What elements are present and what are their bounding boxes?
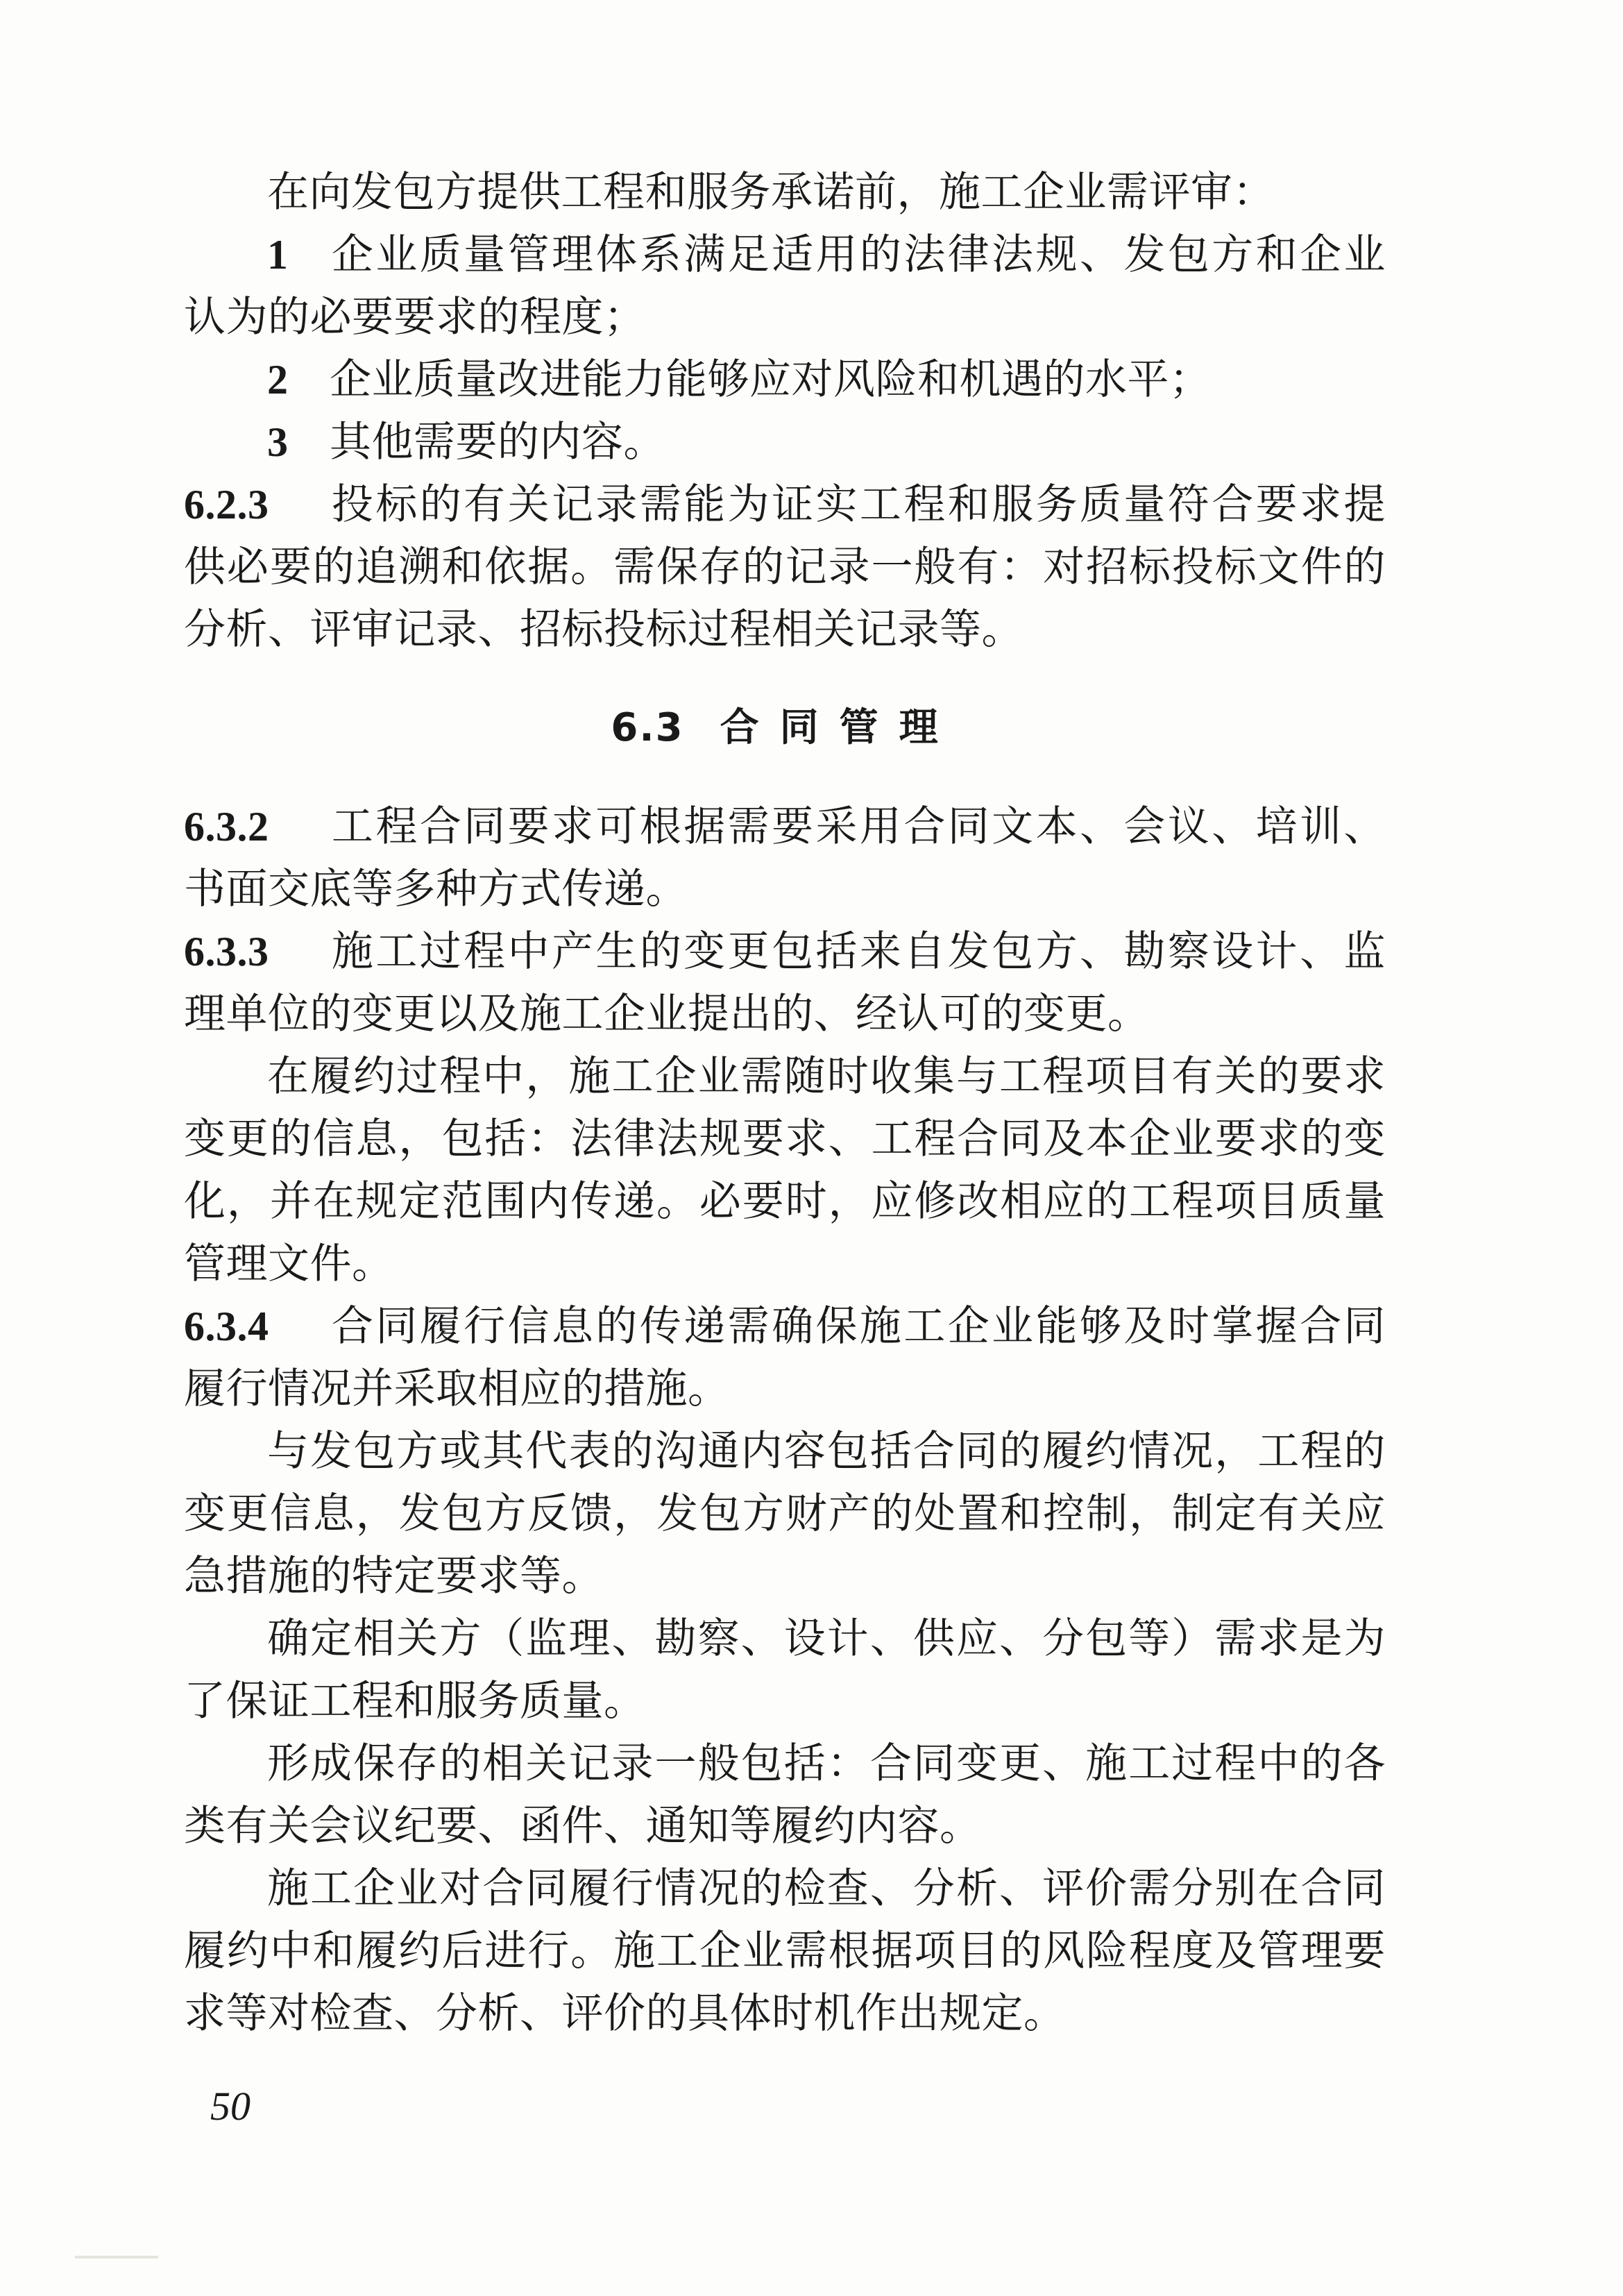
paragraph-line: 了保证工程和服务质量。 — [184, 1677, 646, 1725]
clause-6-3-4 — [184, 1295, 1386, 1358]
list-item-2 — [184, 348, 1386, 411]
clause-number: 6.3.2 — [184, 804, 269, 850]
paragraph-line: 化，并在规定范围内传递。必要时，应修改相应的工程项目质量 — [184, 1177, 1386, 1226]
paragraph-line: 变更的信息，包括：法律法规要求、工程合同及本企业要求的变 — [184, 1115, 1386, 1163]
paragraph-line: 确定相关方（监理、勘察、设计、供应、分包等）需求是为 — [267, 1614, 1386, 1663]
page-body — [184, 161, 1386, 2045]
clause-number: 6.3.3 — [184, 929, 269, 974]
list-text: 企业质量管理体系满足适用的法律法规、发包方和企业 — [330, 230, 1386, 279]
list-number: 1 — [267, 232, 289, 278]
clause-6-3-3-cont: 理单位的变更以及施工企业提出的、经认可的变更。 — [184, 990, 1150, 1038]
clause-6-3-3 — [184, 920, 1386, 983]
clause-number: 6.2.3 — [184, 482, 269, 527]
clause-6-3-4-cont: 履行情况并采取相应的措施。 — [184, 1365, 730, 1413]
page-number: 50 — [210, 2084, 250, 2129]
list-text: 企业质量改进能力能够应对风险和机遇的水平； — [330, 355, 1212, 404]
paragraph-line: 履约中和履约后进行。施工企业需根据项目的风险程度及管理要 — [184, 1927, 1386, 1975]
clause-text: 投标的有关记录需能为证实工程和服务质量符合要求提 — [330, 480, 1386, 529]
clause-6-2-3-cont: 分析、评审记录、招标投标过程相关记录等。 — [184, 605, 1023, 654]
clause-6-2-3-cont: 供必要的追溯和依据。需保存的记录一般有：对招标投标文件的 — [184, 543, 1386, 591]
list-item-3 — [184, 411, 1386, 473]
paragraph-line: 形成保存的相关记录一般包括：合同变更、施工过程中的各 — [267, 1739, 1386, 1788]
paragraph-line: 变更信息，发包方反馈，发包方财产的处置和控制，制定有关应 — [184, 1489, 1386, 1538]
paragraph-line: 在履约过程中，施工企业需随时收集与工程项目有关的要求 — [267, 1052, 1386, 1101]
clause-text: 施工过程中产生的变更包括来自发包方、勘察设计、监 — [330, 927, 1386, 976]
paragraph-line: 施工企业对合同履行情况的检查、分析、评价需分别在合同 — [267, 1864, 1386, 1913]
list-number: 2 — [267, 357, 289, 403]
clause-6-3-2 — [184, 795, 1386, 858]
clause-text: 合同履行信息的传递需确保施工企业能够及时掌握合同 — [330, 1302, 1386, 1351]
paragraph-line: 类有关会议纪要、函件、通知等履约内容。 — [184, 1802, 982, 1850]
section-heading — [184, 697, 1386, 759]
list-number: 3 — [267, 419, 289, 465]
paragraph-line: 与发包方或其代表的沟通内容包括合同的履约情况，工程的 — [267, 1427, 1386, 1476]
clause-6-2-3 — [184, 473, 1386, 536]
list-item-1 — [184, 223, 1386, 286]
list-text: 其他需要的内容。 — [330, 418, 665, 466]
list-item-1-cont: 认为的必要要求的程度； — [184, 293, 646, 341]
scan-artifact — [75, 2256, 158, 2259]
paragraph-line: 求等对检查、分析、评价的具体时机作出规定。 — [184, 1989, 1066, 2038]
paragraph-line: 管理文件。 — [184, 1240, 394, 1288]
clause-number: 6.3.4 — [184, 1303, 269, 1349]
section-title: 合同管理 — [720, 705, 959, 750]
section-number: 6.3 — [611, 705, 684, 750]
clause-6-3-2-cont: 书面交底等多种方式传递。 — [184, 865, 688, 913]
paragraph-line: 急措施的特定要求等。 — [184, 1552, 604, 1601]
clause-text: 工程合同要求可根据需要采用合同文本、会议、培训、 — [330, 802, 1386, 851]
intro-paragraph: 在向发包方提供工程和服务承诺前，施工企业需评审： — [267, 168, 1275, 217]
